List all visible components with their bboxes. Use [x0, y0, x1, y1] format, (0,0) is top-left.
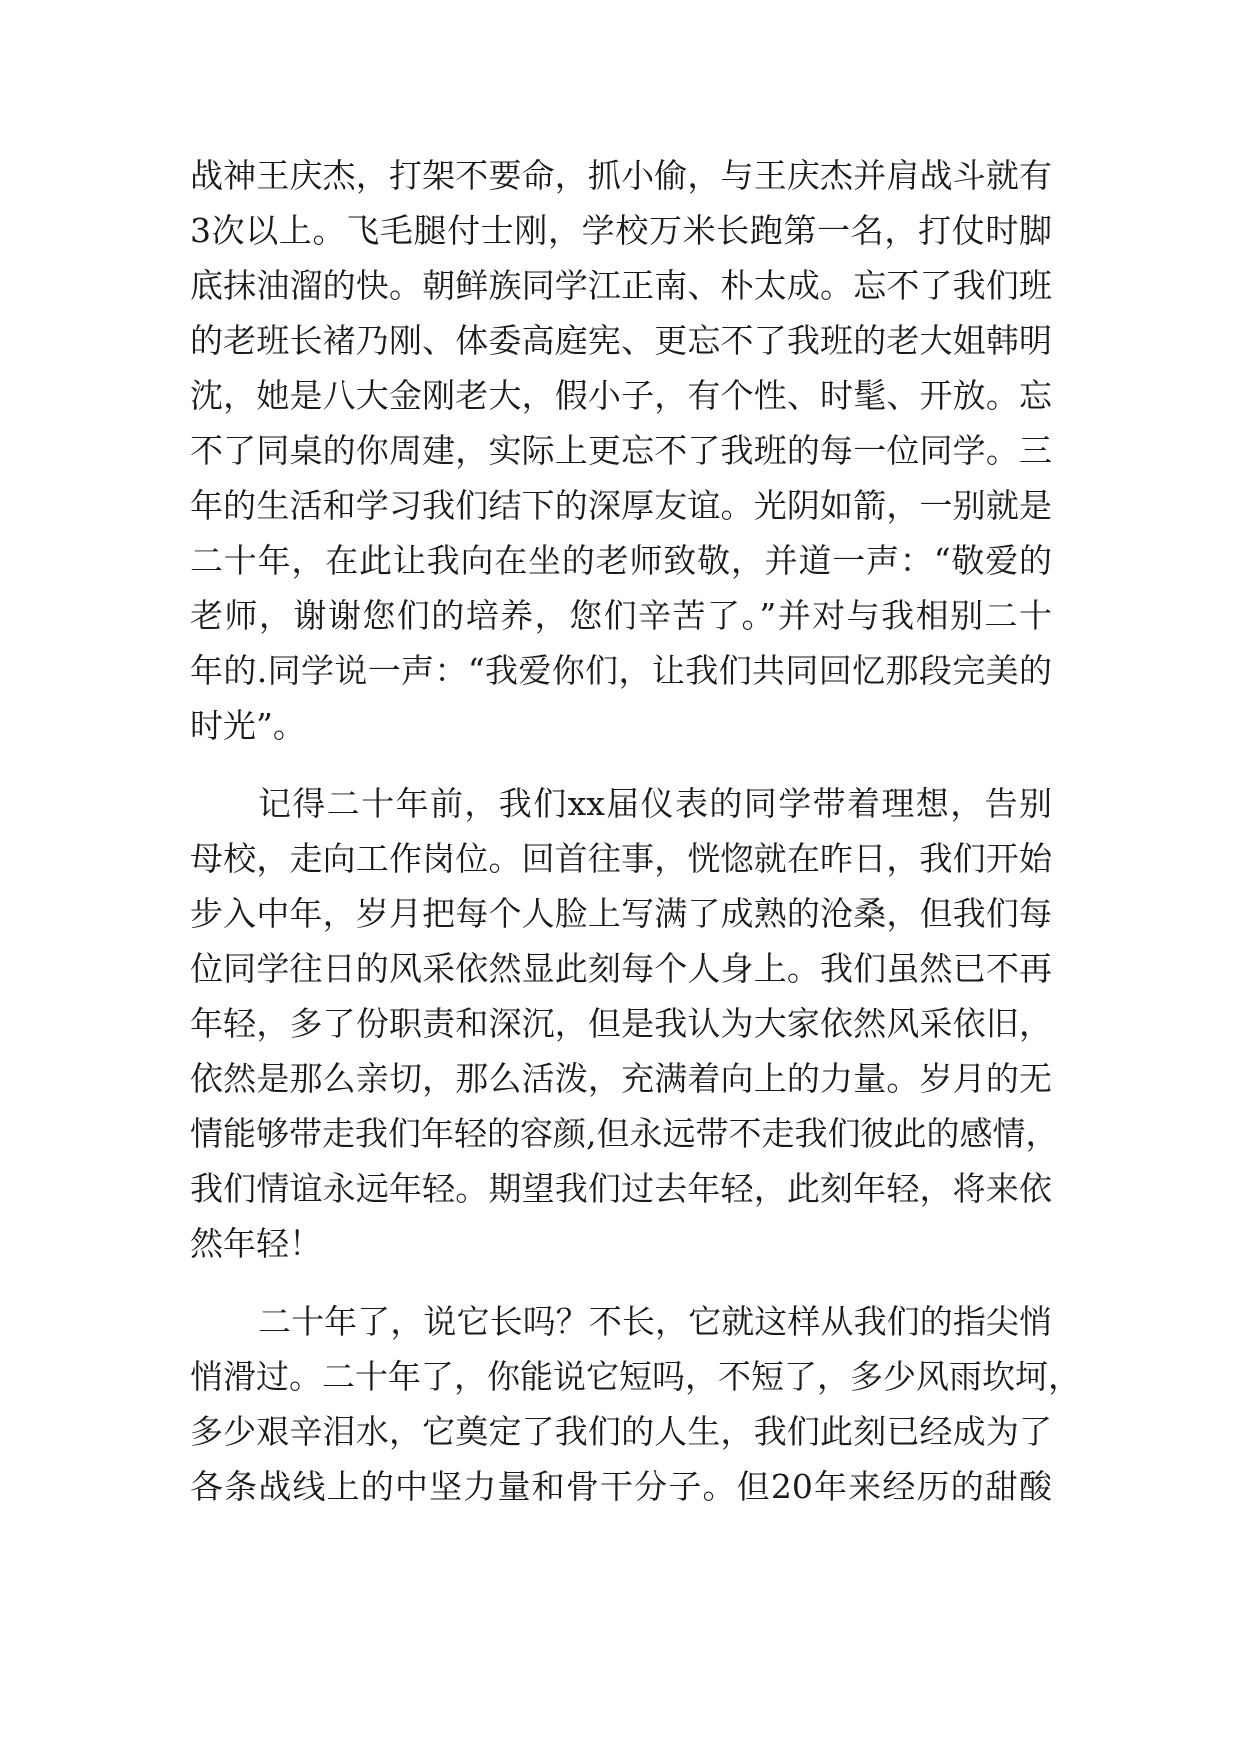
paragraph-2-line-1: 记得二十年前，我们xx届仪表的同学带着理想，告别: [258, 784, 1052, 823]
paragraph-1-line-8: 二十年，在此让我向在坐的老师致敬，并道一声：“敬爱的: [190, 541, 1052, 580]
paragraph-2-line-7: 情能够带走我们年轻的容颜,但永远带不走我们彼此的感情，: [190, 1114, 1059, 1153]
paragraph-1-line-1: 战神王庆杰，打架不要命，抓小偷，与王庆杰并肩战斗就有: [190, 156, 1052, 195]
paragraph-2-line-3: 步入中年，岁月把每个人脸上写满了成熟的沧桑，但我们每: [190, 894, 1052, 933]
paragraph-3-line-3: 多少艰辛泪水，它奠定了我们的人生，我们此刻已经成为了: [190, 1412, 1052, 1451]
paragraph-3-line-1: 二十年了，说它长吗？不长，它就这样从我们的指尖悄: [258, 1302, 1052, 1341]
paragraph-2-line-8: 我们情谊永远年轻。期望我们过去年轻，此刻年轻，将来依: [190, 1169, 1052, 1208]
paragraph-1-line-4: 的老班长褚乃刚、体委高庭宪、更忘不了我班的老大姐韩明: [190, 321, 1052, 360]
paragraph-1-line-7: 年的生活和学习我们结下的深厚友谊。光阴如箭，一别就是: [190, 486, 1052, 525]
paragraph-3-line-2: 悄滑过。二十年了，你能说它短吗，不短了，多少风雨坎坷，: [190, 1357, 1081, 1396]
paragraph-1-line-11: 时光”。: [190, 706, 306, 745]
paragraph-1-line-10: 年的.同学说一声：“我爱你们，让我们共同回忆那段完美的: [190, 651, 1052, 690]
paragraph-2-line-2: 母校，走向工作岗位。回首往事，恍惚就在昨日，我们开始: [190, 839, 1052, 878]
paragraph-1-line-6: 不了同桌的你周建，实际上更忘不了我班的每一位同学。三: [190, 431, 1052, 470]
paragraph-1-line-9: 老师，谢谢您们的培养，您们辛苦了。”并对与我相别二十: [190, 596, 1052, 635]
paragraph-2-line-5: 年轻，多了份职责和深沉，但是我认为大家依然风采依旧，: [190, 1004, 1052, 1043]
paragraph-2-line-4: 位同学往日的风采依然显此刻每个人身上。我们虽然已不再: [190, 949, 1052, 988]
paragraph-3-line-4: 各条战线上的中坚力量和骨干分子。但20年来经历的甜酸: [190, 1467, 1052, 1506]
paragraph-1-line-2: 3次以上。飞毛腿付士刚，学校万米长跑第一名，打仗时脚: [190, 211, 1052, 250]
paragraph-1-line-3: 底抹油溜的快。朝鲜族同学江正南、朴太成。忘不了我们班: [190, 266, 1052, 305]
paragraph-1-line-5: 沈，她是八大金刚老大，假小子，有个性、时髦、开放。忘: [190, 376, 1052, 415]
paragraph-2-line-6: 依然是那么亲切，那么活泼，充满着向上的力量。岁月的无: [190, 1059, 1052, 1098]
paragraph-2-line-9: 然年轻！: [190, 1224, 322, 1263]
